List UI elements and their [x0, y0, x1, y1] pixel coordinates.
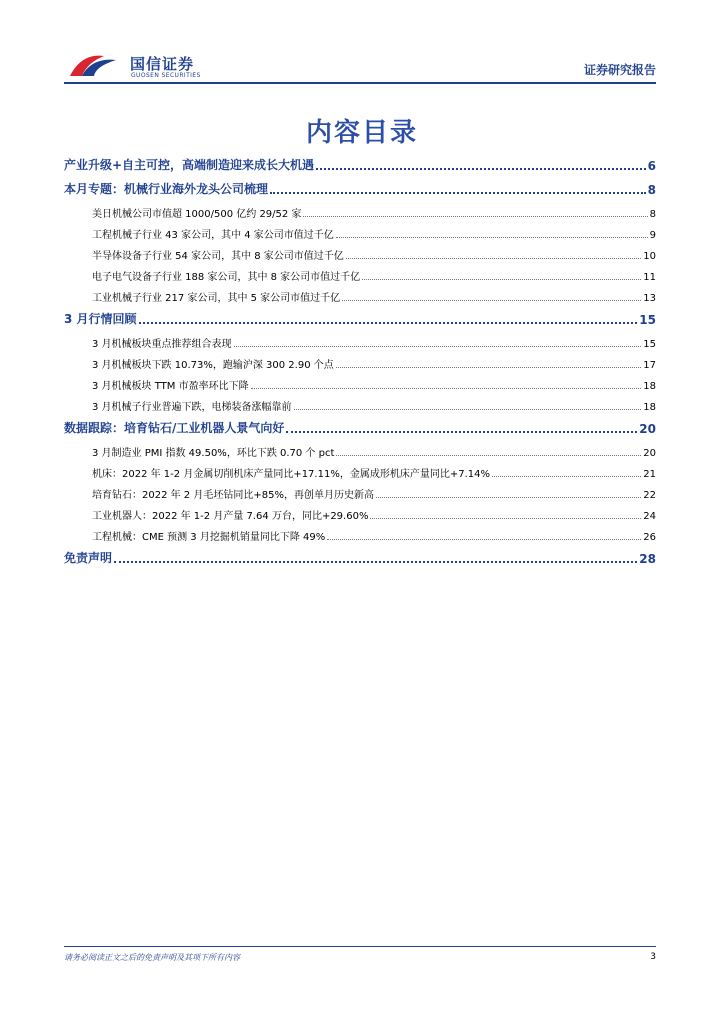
guosen-logo	[68, 50, 278, 84]
toc-entry-page: 21	[643, 469, 656, 480]
toc-leader-dots	[370, 518, 641, 519]
toc-entry[interactable]	[64, 179, 656, 197]
page-number: 3	[650, 952, 656, 962]
toc-leader-dots	[342, 300, 641, 301]
toc-entry-title: 产业升级+自主可控，高端制造迎来成长大机遇	[64, 158, 315, 172]
toc-leader-dots	[270, 192, 646, 194]
toc-entry-page: 20	[639, 422, 656, 436]
toc-entry-title: 3 月机械板块下跌 10.73%，跑输沪深 300 2.90 个点	[92, 360, 334, 371]
toc-leader-dots	[492, 476, 641, 477]
report-type-label: 证券研究报告	[583, 63, 656, 77]
toc-entry-title: 工业机械子行业 217 家公司，其中 5 家公司市值过千亿	[92, 293, 341, 304]
header-divider	[64, 82, 656, 84]
toc-entry-page: 15	[639, 313, 656, 327]
toc-entry[interactable]	[92, 286, 656, 304]
logo-english-name: GUOSEN SECURITIES	[131, 72, 201, 79]
toc-entry-page: 24	[643, 511, 656, 522]
toc-entry[interactable]	[92, 525, 656, 543]
toc-entry[interactable]	[92, 223, 656, 241]
toc-leader-dots	[234, 346, 642, 347]
toc-entry-title: 3 月机械子行业普遍下跌，电梯装备涨幅靠前	[92, 402, 292, 413]
toc-leader-dots	[327, 539, 641, 540]
toc-leader-dots	[294, 409, 642, 410]
toc-entry-title: 数据跟踪：培育钻石/工业机器人景气向好	[64, 421, 285, 435]
toc-entry-title: 免责声明	[64, 551, 113, 565]
toc-entry-page: 10	[643, 251, 656, 262]
toc-entry[interactable]	[92, 395, 656, 413]
toc-entry[interactable]	[64, 548, 656, 566]
toc-entry-title: 工业机器人：2022 年 1-2 月产量 7.64 万台，同比+29.60%	[92, 511, 369, 522]
toc-leader-dots	[336, 237, 648, 238]
toc-entry-page: 13	[643, 293, 656, 304]
toc-entry-page: 9	[649, 230, 656, 241]
toc-entry-page: 18	[643, 381, 656, 392]
toc-leader-dots	[336, 455, 641, 456]
toc-entry-title: 3 月机械板块 TTM 市盈率环比下降	[92, 381, 249, 392]
toc-entry-page: 17	[643, 360, 656, 371]
toc-leader-dots	[346, 258, 641, 259]
page-header	[64, 44, 656, 84]
toc-entry-page: 22	[643, 490, 656, 501]
toc-entry-title: 机床：2022 年 1-2 月金属切削机床产量同比+17.11%，金属成形机床产量同比+7.14%	[92, 469, 490, 480]
toc-entry[interactable]	[92, 332, 656, 350]
toc-title: 内容目录	[305, 118, 418, 148]
toc-entry[interactable]	[92, 462, 656, 480]
toc-entry-title: 3 月行情回顾	[64, 312, 137, 326]
toc-entry-title: 培育钻石：2022 年 2 月毛坯钻同比+85%，再创单月历史新高	[92, 490, 374, 501]
toc-entry-page: 18	[643, 402, 656, 413]
toc-entry-title: 工程机械：CME 预测 3 月挖掘机销量同比下降 49%	[92, 532, 326, 543]
toc-entry[interactable]	[92, 483, 656, 501]
toc-leader-dots	[336, 367, 642, 368]
toc-entry[interactable]	[64, 155, 656, 173]
toc-entry[interactable]	[92, 202, 656, 220]
toc-leader-dots	[114, 561, 637, 563]
toc-entry[interactable]	[92, 265, 656, 283]
toc-entry[interactable]	[92, 353, 656, 371]
toc-entry[interactable]	[92, 504, 656, 522]
guosen-logo-icon	[68, 50, 118, 80]
toc-entry-title: 美日机械公司市值超 1000/500 亿约 29/52 家	[92, 209, 302, 220]
logo-chinese-name: 国信证券	[130, 55, 195, 73]
toc-entry[interactable]	[92, 244, 656, 262]
toc-entry[interactable]	[64, 309, 656, 327]
toc-entry-title: 3 月制造业 PMI 指数 49.50%，环比下跌 0.70 个 pct	[92, 448, 335, 459]
toc-entry-title: 3 月机械板块重点推荐组合表现	[92, 339, 232, 350]
toc-entry-title: 本月专题：机械行业海外龙头公司梳理	[64, 182, 269, 196]
toc-entry-page: 6	[647, 159, 656, 173]
toc-entry-title: 电子电气设备子行业 188 家公司，其中 8 家公司市值过千亿	[92, 272, 361, 283]
toc-entry-page: 8	[649, 209, 656, 220]
toc-entry-title: 工程机械子行业 43 家公司，其中 4 家公司市值过千亿	[92, 230, 334, 241]
toc-entry-page: 20	[643, 448, 656, 459]
toc-leader-dots	[286, 431, 637, 433]
toc-entry-page: 15	[643, 339, 656, 350]
footer-disclaimer: 请务必阅读正文之后的免责声明及其项下所有内容	[64, 953, 240, 962]
toc-entry-page: 28	[639, 552, 656, 566]
toc-entry-page: 26	[643, 532, 656, 543]
toc-leader-dots	[316, 168, 646, 170]
toc-entry-title: 半导体设备子行业 54 家公司，其中 8 家公司市值过千亿	[92, 251, 344, 262]
toc-leader-dots	[362, 279, 641, 280]
toc-entry-page: 8	[647, 183, 656, 197]
toc-entry-page: 11	[643, 272, 656, 283]
toc-entry[interactable]	[64, 418, 656, 436]
toc-entry[interactable]	[92, 374, 656, 392]
footer-divider	[64, 946, 656, 947]
toc-leader-dots	[139, 322, 638, 324]
toc-leader-dots	[376, 497, 641, 498]
toc-entry[interactable]	[92, 441, 656, 459]
toc-leader-dots	[251, 388, 642, 389]
toc-leader-dots	[303, 216, 647, 217]
